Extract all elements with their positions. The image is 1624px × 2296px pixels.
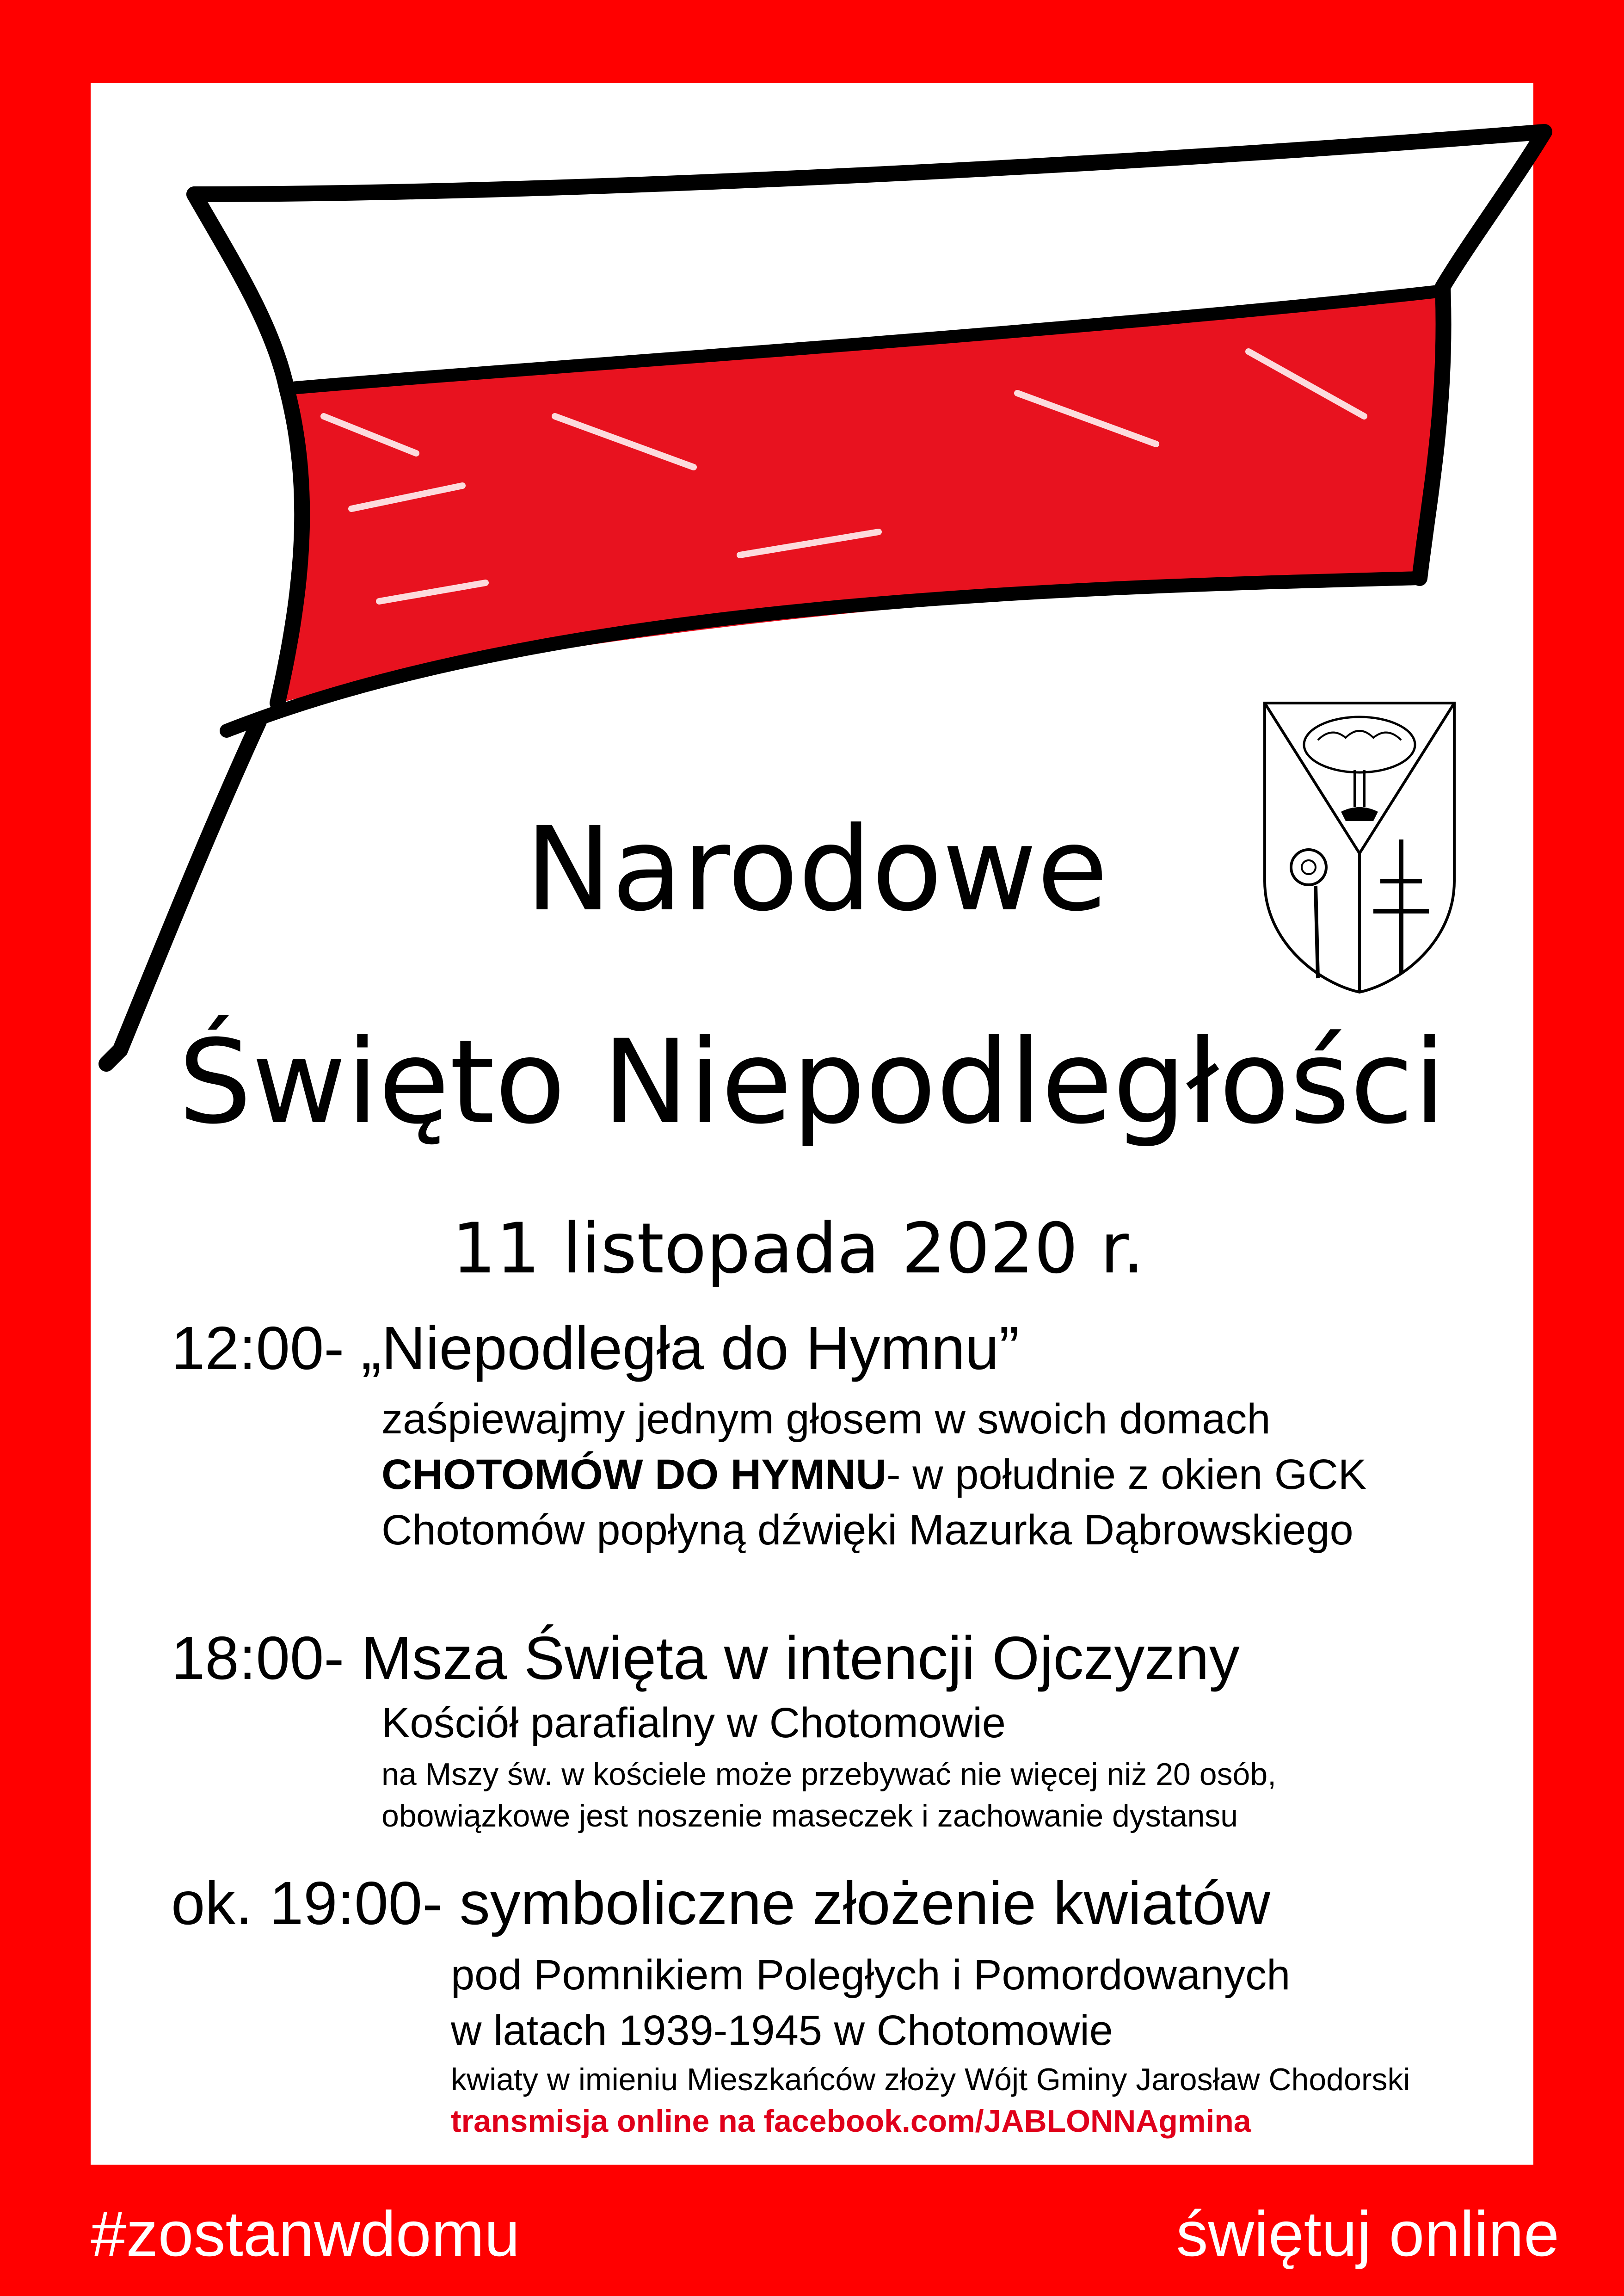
event-3-link[interactable]: transmisja online na facebook.com/JABLONNAgmina: [451, 2104, 1251, 2139]
event-1-line-2: [381, 1447, 1366, 1502]
title-line-1: Narodowe: [525, 802, 1108, 937]
event-1-line-2-bold: CHOTOMÓW DO HYMNU: [381, 1451, 887, 1498]
event-3-heading: ok. 19:00- symboliczne złożenie kwiatów: [171, 1869, 1271, 1937]
title-line-2: Święto Niepodległości: [178, 1015, 1446, 1149]
event-1-heading: 12:00- „Niepodległa do Hymnu”: [171, 1314, 1020, 1382]
event-1-line-1: zaśpiewajmy jednym głosem w swoich domach: [381, 1395, 1271, 1443]
event-date: 11 listopada 2020 r.: [452, 1209, 1144, 1289]
event-3-line-2: w latach 1939-1945 w Chotomowie: [451, 2007, 1113, 2054]
hashtag-footer: #zostanwdomu: [91, 2198, 520, 2270]
event-2-line-3: obowiązkowe jest noszenie maseczek i zachowanie dystansu: [381, 1798, 1238, 1833]
event-2-heading: 18:00- Msza Święta w intencji Ojczyzny: [171, 1624, 1240, 1692]
celebrate-online-footer: świętuj online: [1176, 2198, 1559, 2270]
event-2-line-1: Kościół parafialny w Chotomowie: [381, 1699, 1006, 1747]
event-3-line-1: pod Pomnikiem Poległych i Pomordowanych: [451, 1951, 1291, 1999]
event-2-line-2: na Mszy św. w kościele może przebywać nie więcej niż 20 osób,: [381, 1757, 1277, 1792]
event-1-line-3: Chotomów popłyną dźwięki Mazurka Dąbrowskiego: [381, 1506, 1353, 1554]
event-3-line-3: kwiaty w imieniu Mieszkańców złoży Wójt Gminy Jarosław Chodorski: [451, 2062, 1410, 2097]
event-1-line-2-rest: - w południe z okien GCK: [886, 1451, 1367, 1498]
